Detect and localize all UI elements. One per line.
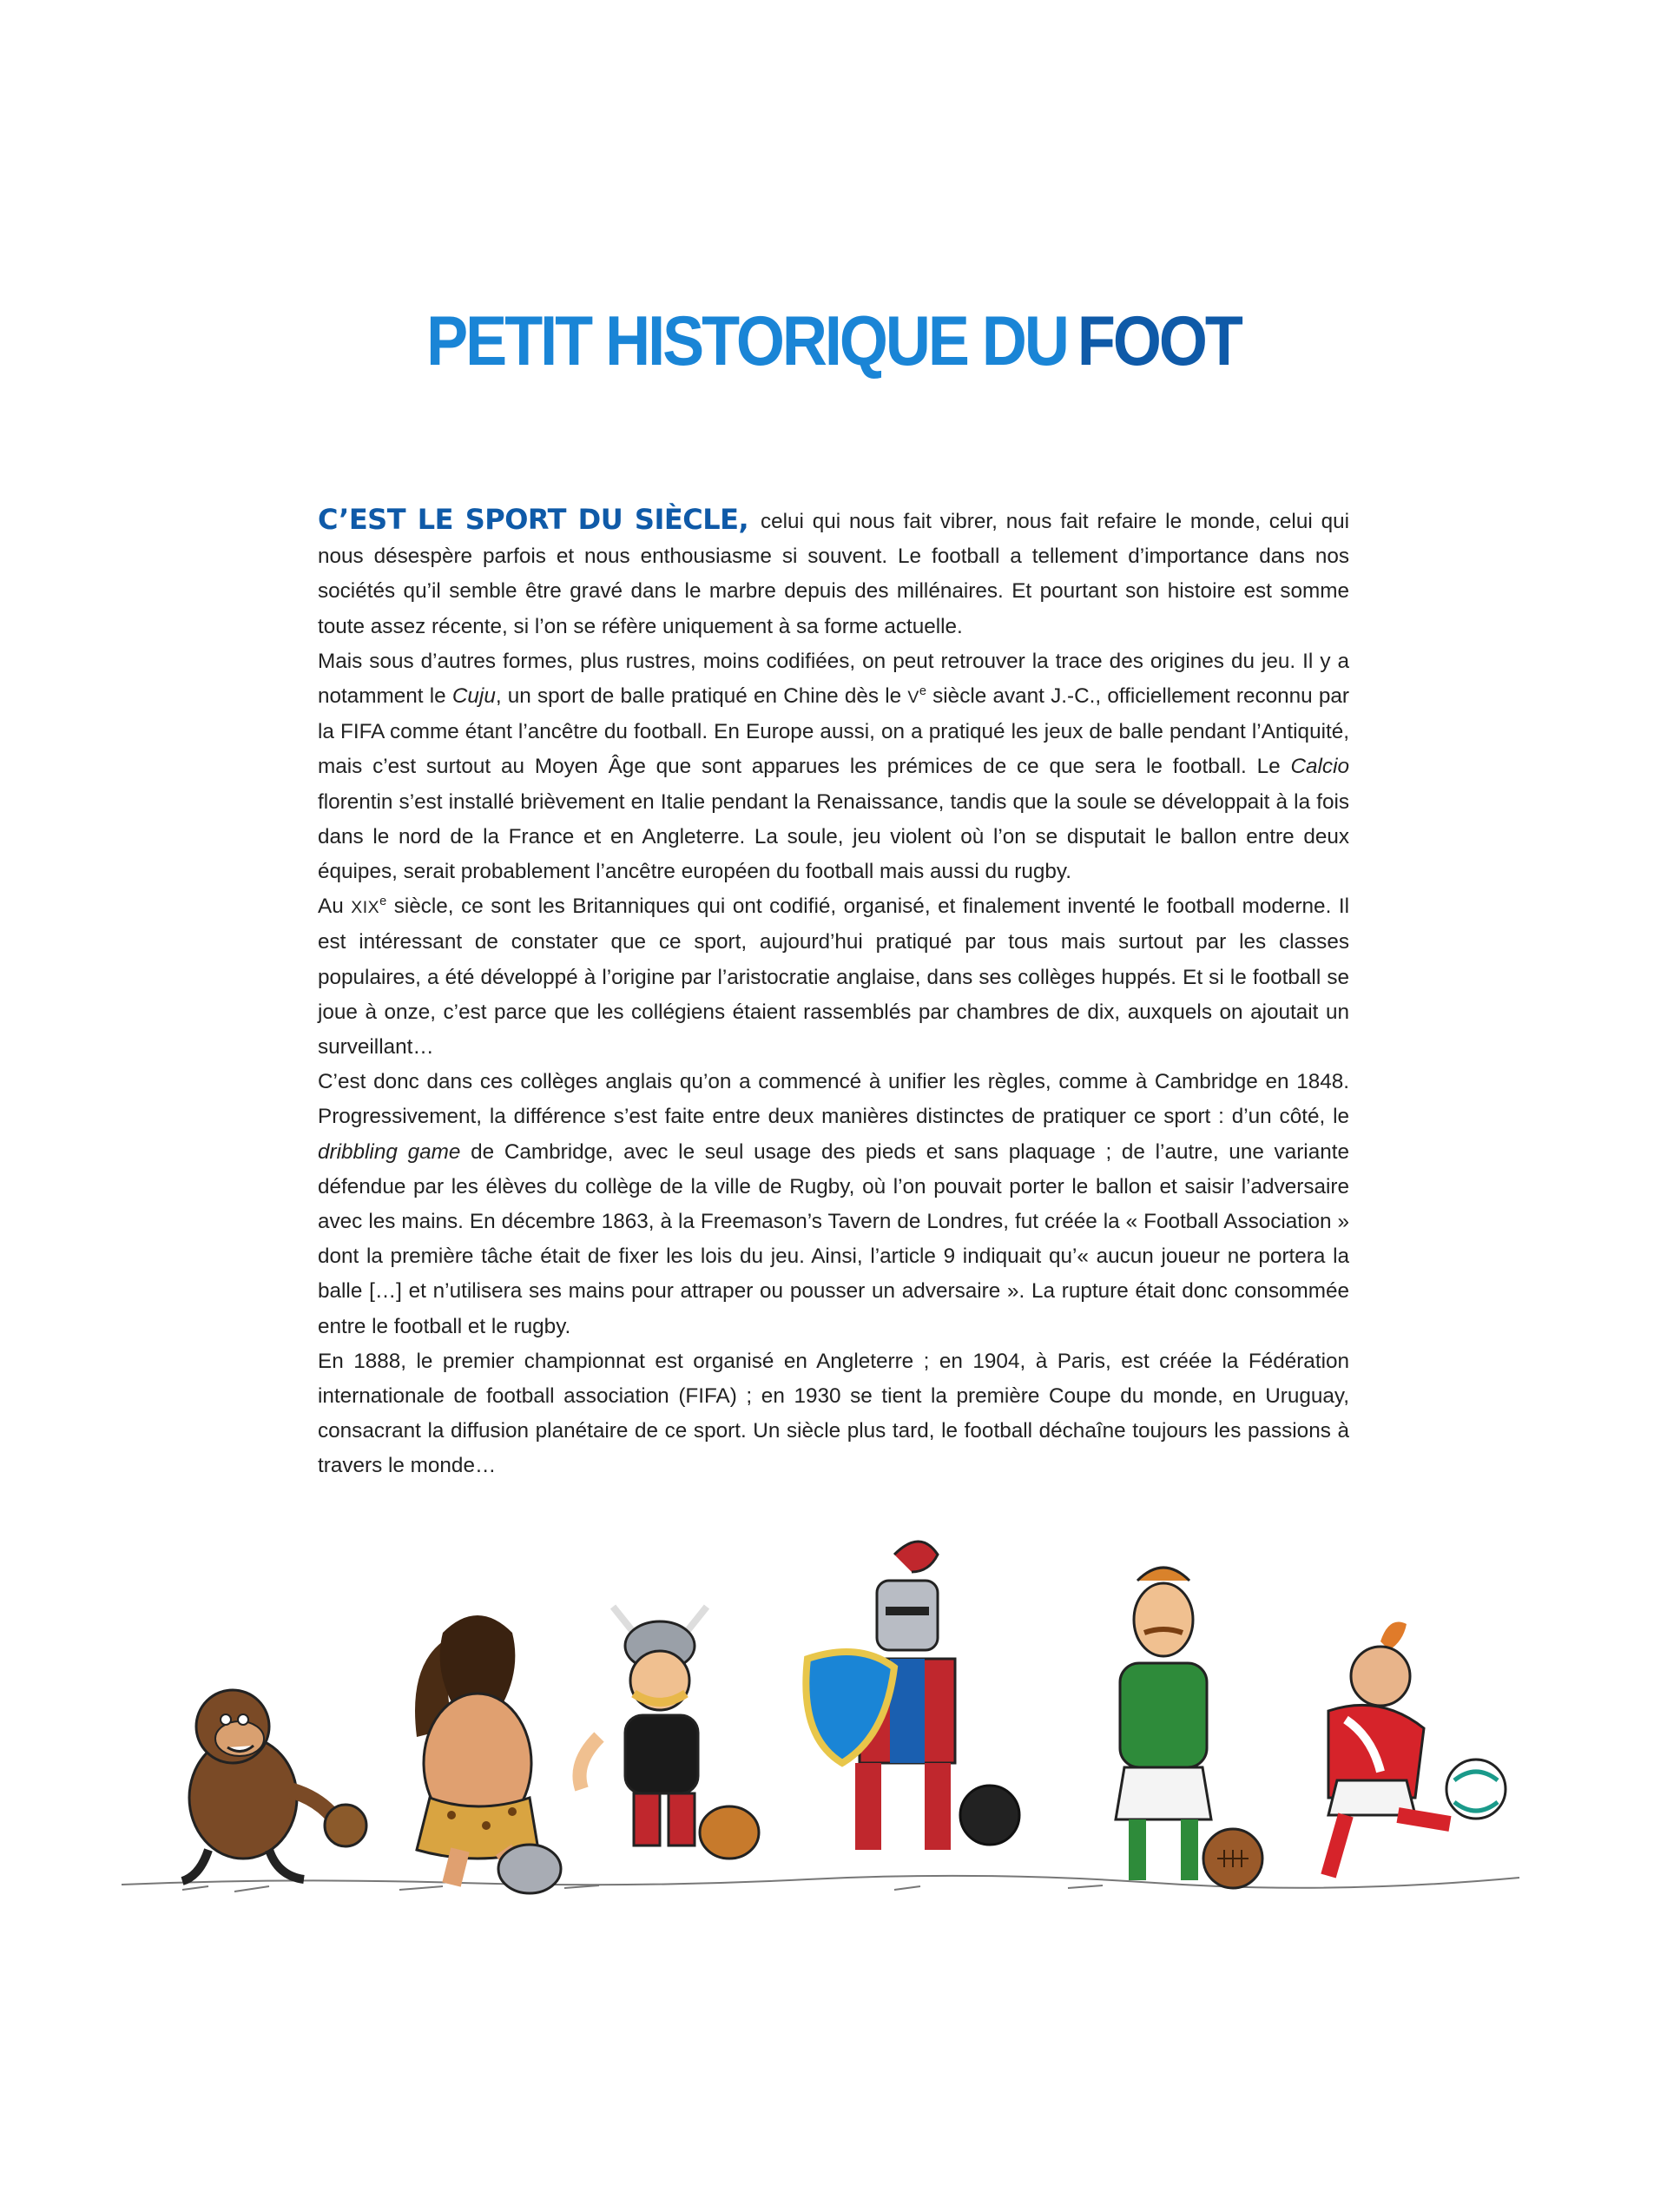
calcio-term: Calcio: [1290, 755, 1349, 779]
p2-a: Mais sous d’autres formes, plus rustres, moins codifiées, on peut retrouver la trace des origines du jeu. Il y a notamment le: [318, 649, 1349, 709]
caveman-figure: [415, 1615, 561, 1893]
century-v: V: [907, 688, 919, 708]
title-part-2: FOOT: [1077, 302, 1241, 380]
p2-d: florentin s’est installé brièvement en Italie pendant la Renaissance, tandis que la soule se développait à la fois dans le nord de la France et en Angleterre. La soule, jeu violent où l’on se disputait le ballon entre deux équipes, serait probablement l’ancêtre européen du football mais aussi du rugby.: [318, 789, 1349, 884]
ground-line: [122, 1876, 1519, 1892]
modern-player-figure: [1328, 1622, 1506, 1877]
p2-b: , un sport de balle pratiqué en Chine dès le: [495, 684, 908, 709]
century-xix-sup: e: [379, 895, 387, 909]
century-xix: XIX: [351, 898, 380, 918]
lead-in: C’EST LE SPORT DU SIÈCLE,: [318, 503, 749, 536]
paragraph-1-text: celui qui nous fait vibrer, nous fait refaire le monde, celui qui nous désespère parfois et nous enthousiasme si souvent. Le football a tellement d’importance dans nos sociétés qu’il semble être gravé dans le marbre depuis des millénaires. Et pourtant son histoire est somme toute assez récente, si l’on se réfère uniquement à sa forme actuelle.: [318, 510, 1349, 638]
paragraph-4: [318, 1065, 1349, 1344]
p3-a: Au: [318, 895, 352, 919]
p4-a: C’est donc dans ces collèges anglais qu’on a commencé à unifier les règles, comme à Cambridge en 1848. Progressivement, la différence s’est faite entre deux manières distinctes de pratiquer ce sport : d’un côté, le: [318, 1070, 1349, 1129]
paragraph-5: [318, 1344, 1349, 1484]
cuju-term: Cuju: [451, 684, 496, 709]
article-body: [318, 502, 1349, 1484]
p4-b: de Cambridge, avec le seul usage des pieds et sans plaquage ; de l’autre, une variante défendue par les élèves du collège de la ville de Rugby, où l’on pouvait porter le ballon et saisir l’adversaire avec les mains. En décembre 1863, à la Freemason’s Tavern de Londres, fut créée la « Football Association » dont la première tâche était de fixer les lois du jeu. Ainsi, l’article 9 indiquait qu’« aucun joueur ne portera la balle […] et n’utilisera ses mains pour attraper ou pousser un adversaire ». La rupture était donc consommée entre le football et le rugby.: [318, 1139, 1349, 1338]
monkey-figure: [182, 1690, 366, 1881]
gaul-figure: [580, 1607, 760, 1859]
paragraph-1: [318, 502, 1349, 644]
page-title: [0, 301, 1667, 381]
century-v-sup: e: [919, 683, 926, 698]
knight-figure: [806, 1542, 1019, 1850]
paragraph-5-text: En 1888, le premier championnat est organisé en Angleterre ; en 1904, à Paris, est créée la Fédération internationale de football association (FIFA) ; en 1930 se tient la première Coupe du monde, en Uruguay, consacrant la diffusion planétaire de ce sport. Un siècle plus tard, le football déchaîne toujours les passions à travers le monde…: [318, 1349, 1349, 1478]
p3-b: siècle, ce sont les Britanniques qui ont codifié, organisé, et finalement inventé le football moderne. Il est intéressant de constater que ce sport, aujourd’hui pratiqué par tous mais surtout par les classes populaires, a été développé à l’origine par l’aristocratie anglaise, dans ses collèges huppés. Et si le football se joue à onze, c’est parce que les collégiens étaient rassemblés par chambres de dix, auxquels on ajoutait un surveillant…: [318, 895, 1349, 1060]
paragraph-2: [318, 644, 1349, 889]
vintage-player-figure: [1116, 1568, 1262, 1888]
dribbling-term: dribbling game: [318, 1139, 461, 1164]
p2-c: siècle avant J.-C., officiellement reconnu par la FIFA comme étant l’ancêtre du football. En Europe aussi, on a pratiqué les jeux de balle pendant l’Antiquité, mais c’est surtout au Moyen Âge que sont apparues les prémices de ce que sera le football. Le: [318, 684, 1349, 779]
evolution-illustration: [113, 1502, 1554, 1937]
paragraph-3: [318, 889, 1349, 1065]
title-part-1: PETIT HISTORIQUE DU: [426, 302, 1067, 380]
